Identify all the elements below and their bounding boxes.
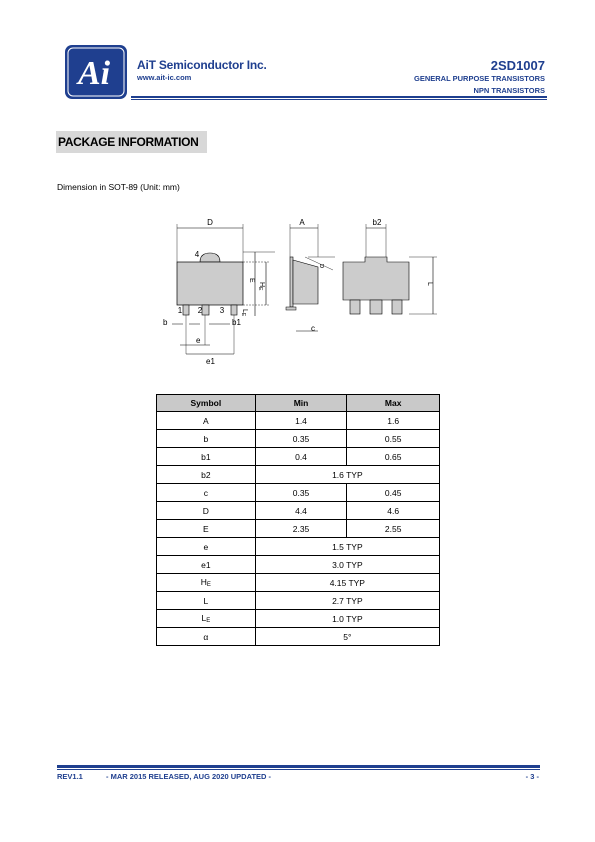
dimension-table (156, 394, 440, 646)
cell-max: 4.6 (347, 502, 440, 520)
cell-typical: 3.0 TYP (255, 556, 439, 574)
page-number: - 3 - (525, 772, 539, 781)
company-website: www.ait-ic.com (137, 73, 192, 82)
cell-symbol: E (157, 520, 256, 538)
cell-symbol: D (157, 502, 256, 520)
label-pin3: 3 (219, 306, 225, 315)
label-he: HE (257, 282, 265, 291)
header-max: Max (347, 395, 440, 412)
table-row (157, 556, 440, 574)
cell-symbol (157, 574, 256, 592)
table-row (157, 412, 440, 430)
ait-logo (64, 44, 128, 100)
table-row (157, 520, 440, 538)
header-rule (131, 96, 547, 98)
cell-min: 0.35 (255, 484, 347, 502)
cell-symbol (157, 610, 256, 628)
table-row (157, 502, 440, 520)
cell-min: 1.4 (255, 412, 347, 430)
cell-typical: 5° (255, 628, 439, 646)
section-title: PACKAGE INFORMATION (56, 131, 207, 153)
header-symbol: Symbol (157, 395, 256, 412)
cell-symbol: e (157, 538, 256, 556)
cell-max: 2.55 (347, 520, 440, 538)
footer-rule-thin (57, 769, 540, 770)
table-header-row (157, 395, 440, 412)
dimension-caption: Dimension in SOT-89 (Unit: mm) (57, 182, 180, 192)
table-row (157, 610, 440, 628)
label-pin4: 4 (194, 250, 200, 259)
part-number: 2SD1007 (490, 58, 545, 73)
header-min: Min (255, 395, 347, 412)
label-e-pitch: e (196, 336, 201, 345)
cell-typical: 4.15 TYP (255, 574, 439, 592)
cell-min: 0.4 (255, 448, 347, 466)
label-a: A (299, 218, 305, 227)
cell-min: 4.4 (255, 502, 347, 520)
cell-symbol: b (157, 430, 256, 448)
table-row (157, 538, 440, 556)
label-l: L (426, 282, 433, 286)
cell-symbol: L (157, 592, 256, 610)
cell-min: 2.35 (255, 520, 347, 538)
table-row (157, 430, 440, 448)
symbol-subscript: E (206, 582, 211, 588)
label-e: E (248, 278, 255, 283)
cell-min: 0.35 (255, 430, 347, 448)
label-b2: b2 (372, 218, 382, 227)
footer-rule (57, 765, 540, 768)
cell-symbol: b1 (157, 448, 256, 466)
revision-label: REV1.1 (57, 772, 83, 781)
cell-typical: 1.5 TYP (255, 538, 439, 556)
label-le: LE (240, 309, 248, 317)
cell-symbol: α (157, 628, 256, 646)
sot89-package-drawing (150, 212, 442, 374)
cell-typical: 1.0 TYP (255, 610, 439, 628)
cell-symbol: b2 (157, 466, 256, 484)
label-b1: b1 (232, 318, 241, 327)
product-subtitle-1: GENERAL PURPOSE TRANSISTORS (414, 74, 545, 83)
product-subtitle-2: NPN TRANSISTORS (473, 86, 545, 95)
table-row (157, 448, 440, 466)
release-note: - MAR 2015 RELEASED, AUG 2020 UPDATED - (106, 772, 272, 781)
cell-symbol: c (157, 484, 256, 502)
label-alpha: α (319, 263, 326, 268)
label-b: b (163, 318, 168, 327)
table-row (157, 592, 440, 610)
cell-typical: 1.6 TYP (255, 466, 439, 484)
label-e1: e1 (206, 357, 215, 366)
symbol-main: L (201, 613, 207, 623)
header-rule-thin (131, 99, 547, 100)
cell-max: 0.65 (347, 448, 440, 466)
symbol-subscript: E (206, 618, 211, 624)
cell-typical: 2.7 TYP (255, 592, 439, 610)
table-row (157, 628, 440, 646)
label-pin1: 1 (177, 306, 183, 315)
cell-symbol: e1 (157, 556, 256, 574)
cell-symbol: A (157, 412, 256, 430)
label-d: D (207, 218, 213, 227)
svg-text:Ai: Ai (77, 55, 111, 92)
cell-max: 1.6 (347, 412, 440, 430)
table-row (157, 574, 440, 592)
label-c: c (311, 324, 315, 333)
cell-max: 0.45 (347, 484, 440, 502)
table-row (157, 484, 440, 502)
company-name: AiT Semiconductor Inc. (137, 58, 267, 72)
table-row (157, 466, 440, 484)
cell-max: 0.55 (347, 430, 440, 448)
symbol-main: H (200, 577, 207, 587)
label-pin2: 2 (197, 306, 203, 315)
